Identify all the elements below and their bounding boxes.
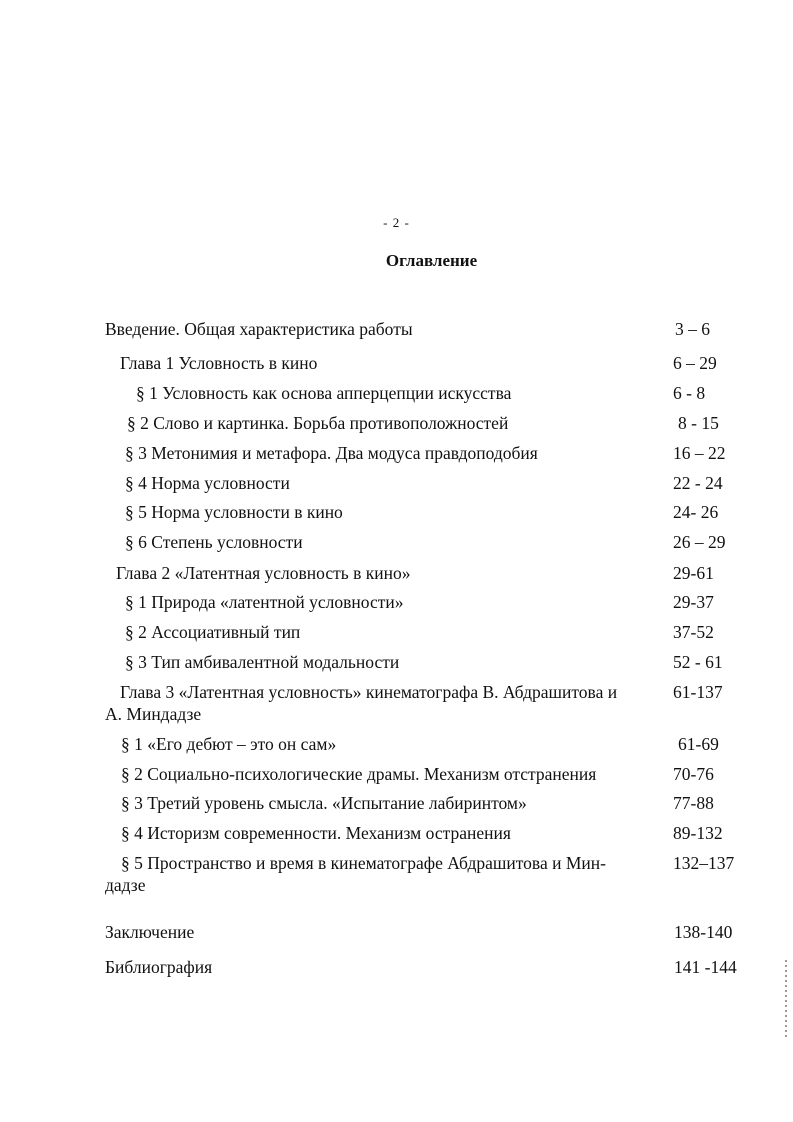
toc-entry-pages: 16 – 22 [673, 443, 726, 463]
toc-entry-pages: 29-37 [673, 592, 714, 612]
toc-entry-pages: 3 – 6 [675, 319, 710, 339]
toc-entry-label: § 2 Социально-психологические драмы. Механизм отстранения [121, 764, 597, 784]
toc-entry-pages: 22 - 24 [673, 473, 723, 493]
toc-entry-pages: 61-69 [678, 734, 719, 754]
toc-entry-pages: 70-76 [673, 764, 714, 784]
toc-entry-label: Библиография [105, 957, 213, 977]
toc-entry-label: Глава 2 «Латентная условность в кино» [116, 563, 411, 583]
toc-entry-label: § 1 Природа «латентной условности» [125, 592, 404, 612]
toc-entry-label: § 5 Пространство и время в кинематографе Абдрашитова и Мин- [121, 853, 606, 873]
toc-entry-label: § 4 Норма условности [125, 473, 290, 493]
toc-entry-pages: 52 - 61 [673, 652, 723, 672]
toc-entry-label: § 1 «Его дебют – это он сам» [121, 734, 337, 754]
toc-entry-label: § 3 Третий уровень смысла. «Испытание лабиринтом» [121, 793, 527, 813]
toc-entry-label: Введение. Общая характеристика работы [105, 319, 413, 339]
toc-entry-pages: 141 -144 [674, 957, 737, 977]
toc-entry-pages: 89-132 [673, 823, 723, 843]
toc-entry-label: § 2 Слово и картинка. Борьба противоположностей [127, 413, 509, 433]
toc-entry-pages: 26 – 29 [673, 532, 726, 552]
toc-entry-pages: 24- 26 [673, 502, 719, 522]
toc-entry-pages: 77-88 [673, 793, 714, 813]
toc-entry-label: § 1 Условность как основа апперцепции искусства [136, 383, 512, 403]
toc-entry-pages: 6 – 29 [673, 353, 717, 373]
toc-entry-label: § 2 Ассоциативный тип [125, 622, 301, 642]
toc-entry-label: Заключение [105, 922, 195, 942]
toc-entry-pages: 29-61 [673, 563, 714, 583]
toc-entry-label: Глава 1 Условность в кино [120, 353, 318, 373]
toc-entry-label-continuation: А. Миндадзе [105, 704, 202, 724]
toc-entry-label: § 6 Степень условности [125, 532, 303, 552]
page-number: - 2 - [383, 215, 410, 230]
scan-edge-artifact [785, 960, 787, 1040]
toc-entry-label: § 3 Метонимия и метафора. Два модуса правдоподобия [125, 443, 538, 463]
toc-entry-label: Глава 3 «Латентная условность» кинематографа В. Абдрашитова и [120, 682, 618, 702]
toc-entry-label: § 5 Норма условности в кино [125, 502, 343, 522]
toc-entry-label: § 4 Историзм современности. Механизм остранения [121, 823, 511, 843]
toc-title: Оглавление [385, 251, 478, 270]
toc-entry-pages: 8 - 15 [678, 413, 719, 433]
toc-entry-pages: 138-140 [674, 922, 733, 942]
toc-entry-pages: 6 - 8 [673, 383, 706, 403]
toc-entry-pages: 132–137 [673, 853, 735, 873]
toc-entry-pages: 37-52 [673, 622, 714, 642]
toc-entry-label-continuation: дадзе [105, 875, 146, 895]
toc-entry-pages: 61-137 [673, 682, 723, 702]
toc-entry-label: § 3 Тип амбивалентной модальности [125, 652, 400, 672]
